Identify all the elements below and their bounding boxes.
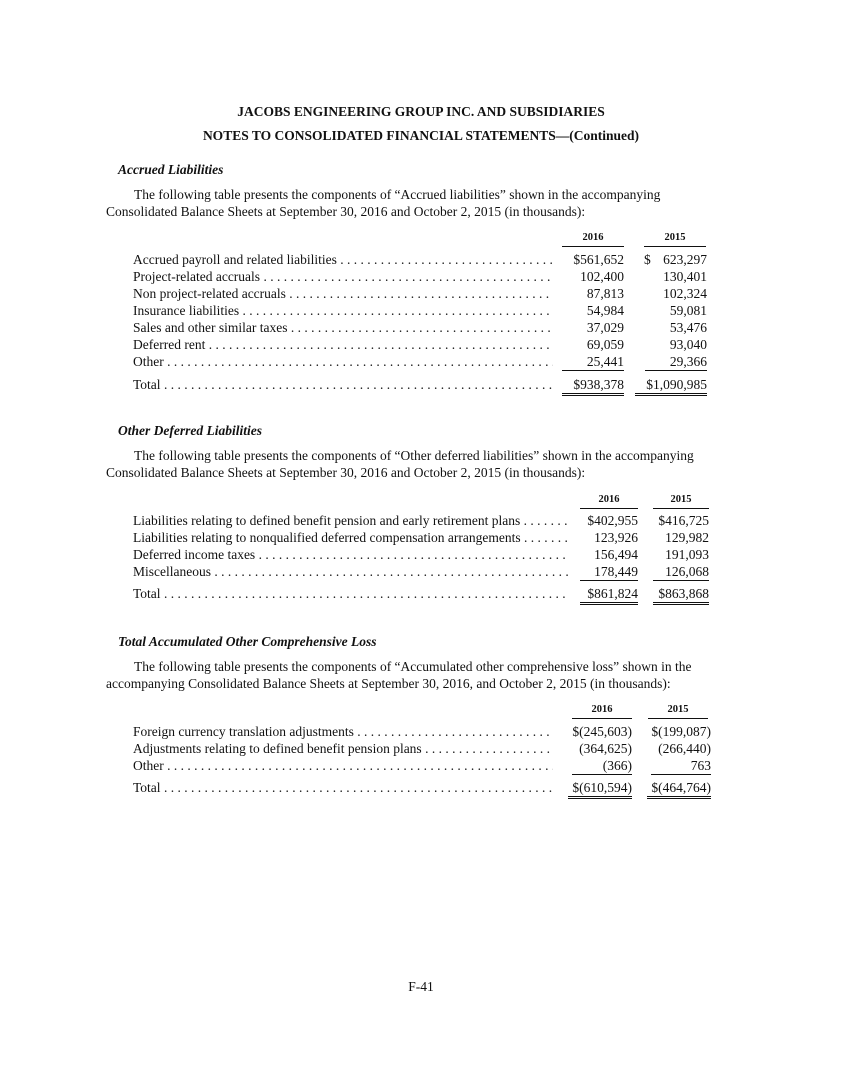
value-2015: 29,366 [645,354,707,371]
total-2016: $(610,594) [568,780,632,799]
intro-line: The following table presents the components of “Accumulated other comprehensive loss” shown in the [134,659,692,674]
row-label: Miscellaneous . . . [133,564,569,580]
value-2016: 69,059 [586,337,624,352]
value-2015: 126,068 [653,564,709,581]
row-label: Other . . . [133,758,553,774]
intro-line: Consolidated Balance Sheets at September 30, 2016 and October 2, 2015 (in thousands): [106,204,586,219]
value-2015: 763 [651,758,711,775]
value-2016: $402,955 [587,513,638,528]
row-label: Total . . . [133,586,569,602]
value-2015: 93,040 [669,337,707,352]
total-2015: $863,868 [653,586,709,605]
value-2015: 59,081 [669,303,707,318]
value-2016: 102,400 [580,269,624,284]
value-2015: 102,324 [663,286,707,301]
row-label: Sales and other similar taxes . . . [133,320,553,336]
row-label: Deferred rent . . . [133,337,553,353]
value-2015: $416,725 [658,513,709,528]
column-header-2015: 2015 [653,494,709,509]
column-header-2015: 2015 [644,232,706,247]
row-label: Other . . . [133,354,553,370]
value-2015: (266,440) [658,741,711,756]
section-title-other-deferred-liabilities: Other Deferred Liabilities [118,423,262,438]
column-header-2016: 2016 [572,704,632,719]
total-2016: $861,824 [580,586,638,605]
row-label: Adjustments relating to defined benefit pension plans . . . [133,741,553,757]
value-2016: 37,029 [586,320,624,335]
intro-line: accompanying Consolidated Balance Sheets at September 30, 2016, and October 2, 2015 (in thousands): [106,676,671,691]
total-2016: $938,378 [562,377,624,396]
section-intro [106,658,716,692]
notes-subtitle: NOTES TO CONSOLIDATED FINANCIAL STATEMENTS—(Continued) [202,128,640,143]
total-2015: $(464,764) [647,780,711,799]
column-header-2016: 2016 [580,494,638,509]
value-2016: 156,494 [594,547,638,562]
value-2015: 130,401 [663,269,707,284]
intro-line: The following table presents the components of “Other deferred liabilities” shown in the accompanying [134,448,694,463]
page-number: F-41 [408,979,434,994]
row-label: Total . . . [133,780,553,796]
currency-symbol: $ [644,252,651,267]
value-2015: 623,297 [663,252,707,267]
value-2016: (364,625) [579,741,632,756]
total-2015: $1,090,985 [635,377,707,396]
row-label: Foreign currency translation adjustments . . . [133,724,553,740]
row-label: Accrued payroll and related liabilities . . . [133,252,553,268]
row-label: Project-related accruals . . . [133,269,553,285]
company-name: JACOBS ENGINEERING GROUP INC. AND SUBSIDIARIES [237,104,605,119]
value-2016: 123,926 [594,530,638,545]
row-label: Liabilities relating to defined benefit pension and early retirement plans . . . [133,513,569,529]
row-label: Total . . . [133,377,553,393]
value-2016: $(245,603) [572,724,632,739]
value-2016: 87,813 [586,286,624,301]
value-2015: $(199,087) [651,724,711,739]
column-header-2016: 2016 [562,232,624,247]
row-label: Deferred income taxes . . . [133,547,569,563]
section-title-accrued-liabilities: Accrued Liabilities [118,162,224,177]
section-intro [106,447,716,481]
value-2016: (366) [572,758,632,775]
value-2015: 53,476 [669,320,707,335]
value-2016: 25,441 [562,354,624,371]
intro-line: Consolidated Balance Sheets at September 30, 2016 and October 2, 2015 (in thousands): [106,465,586,480]
row-label: Insurance liabilities . . . [133,303,553,319]
section-intro [106,186,716,220]
value-2015: 191,093 [665,547,709,562]
value-2016: 178,449 [580,564,638,581]
row-label: Liabilities relating to nonqualified deferred compensation arrangements . . . [133,530,569,546]
value-2016: 54,984 [586,303,624,318]
column-header-2015: 2015 [648,704,708,719]
value-2016: $561,652 [573,252,624,267]
intro-line: The following table presents the components of “Accrued liabilities” shown in the accompanying [134,187,661,202]
section-title-accumulated-other-comprehensive-loss: Total Accumulated Other Comprehensive Loss [118,634,377,649]
row-label: Non project-related accruals . . . [133,286,553,302]
value-2015: 129,982 [665,530,709,545]
